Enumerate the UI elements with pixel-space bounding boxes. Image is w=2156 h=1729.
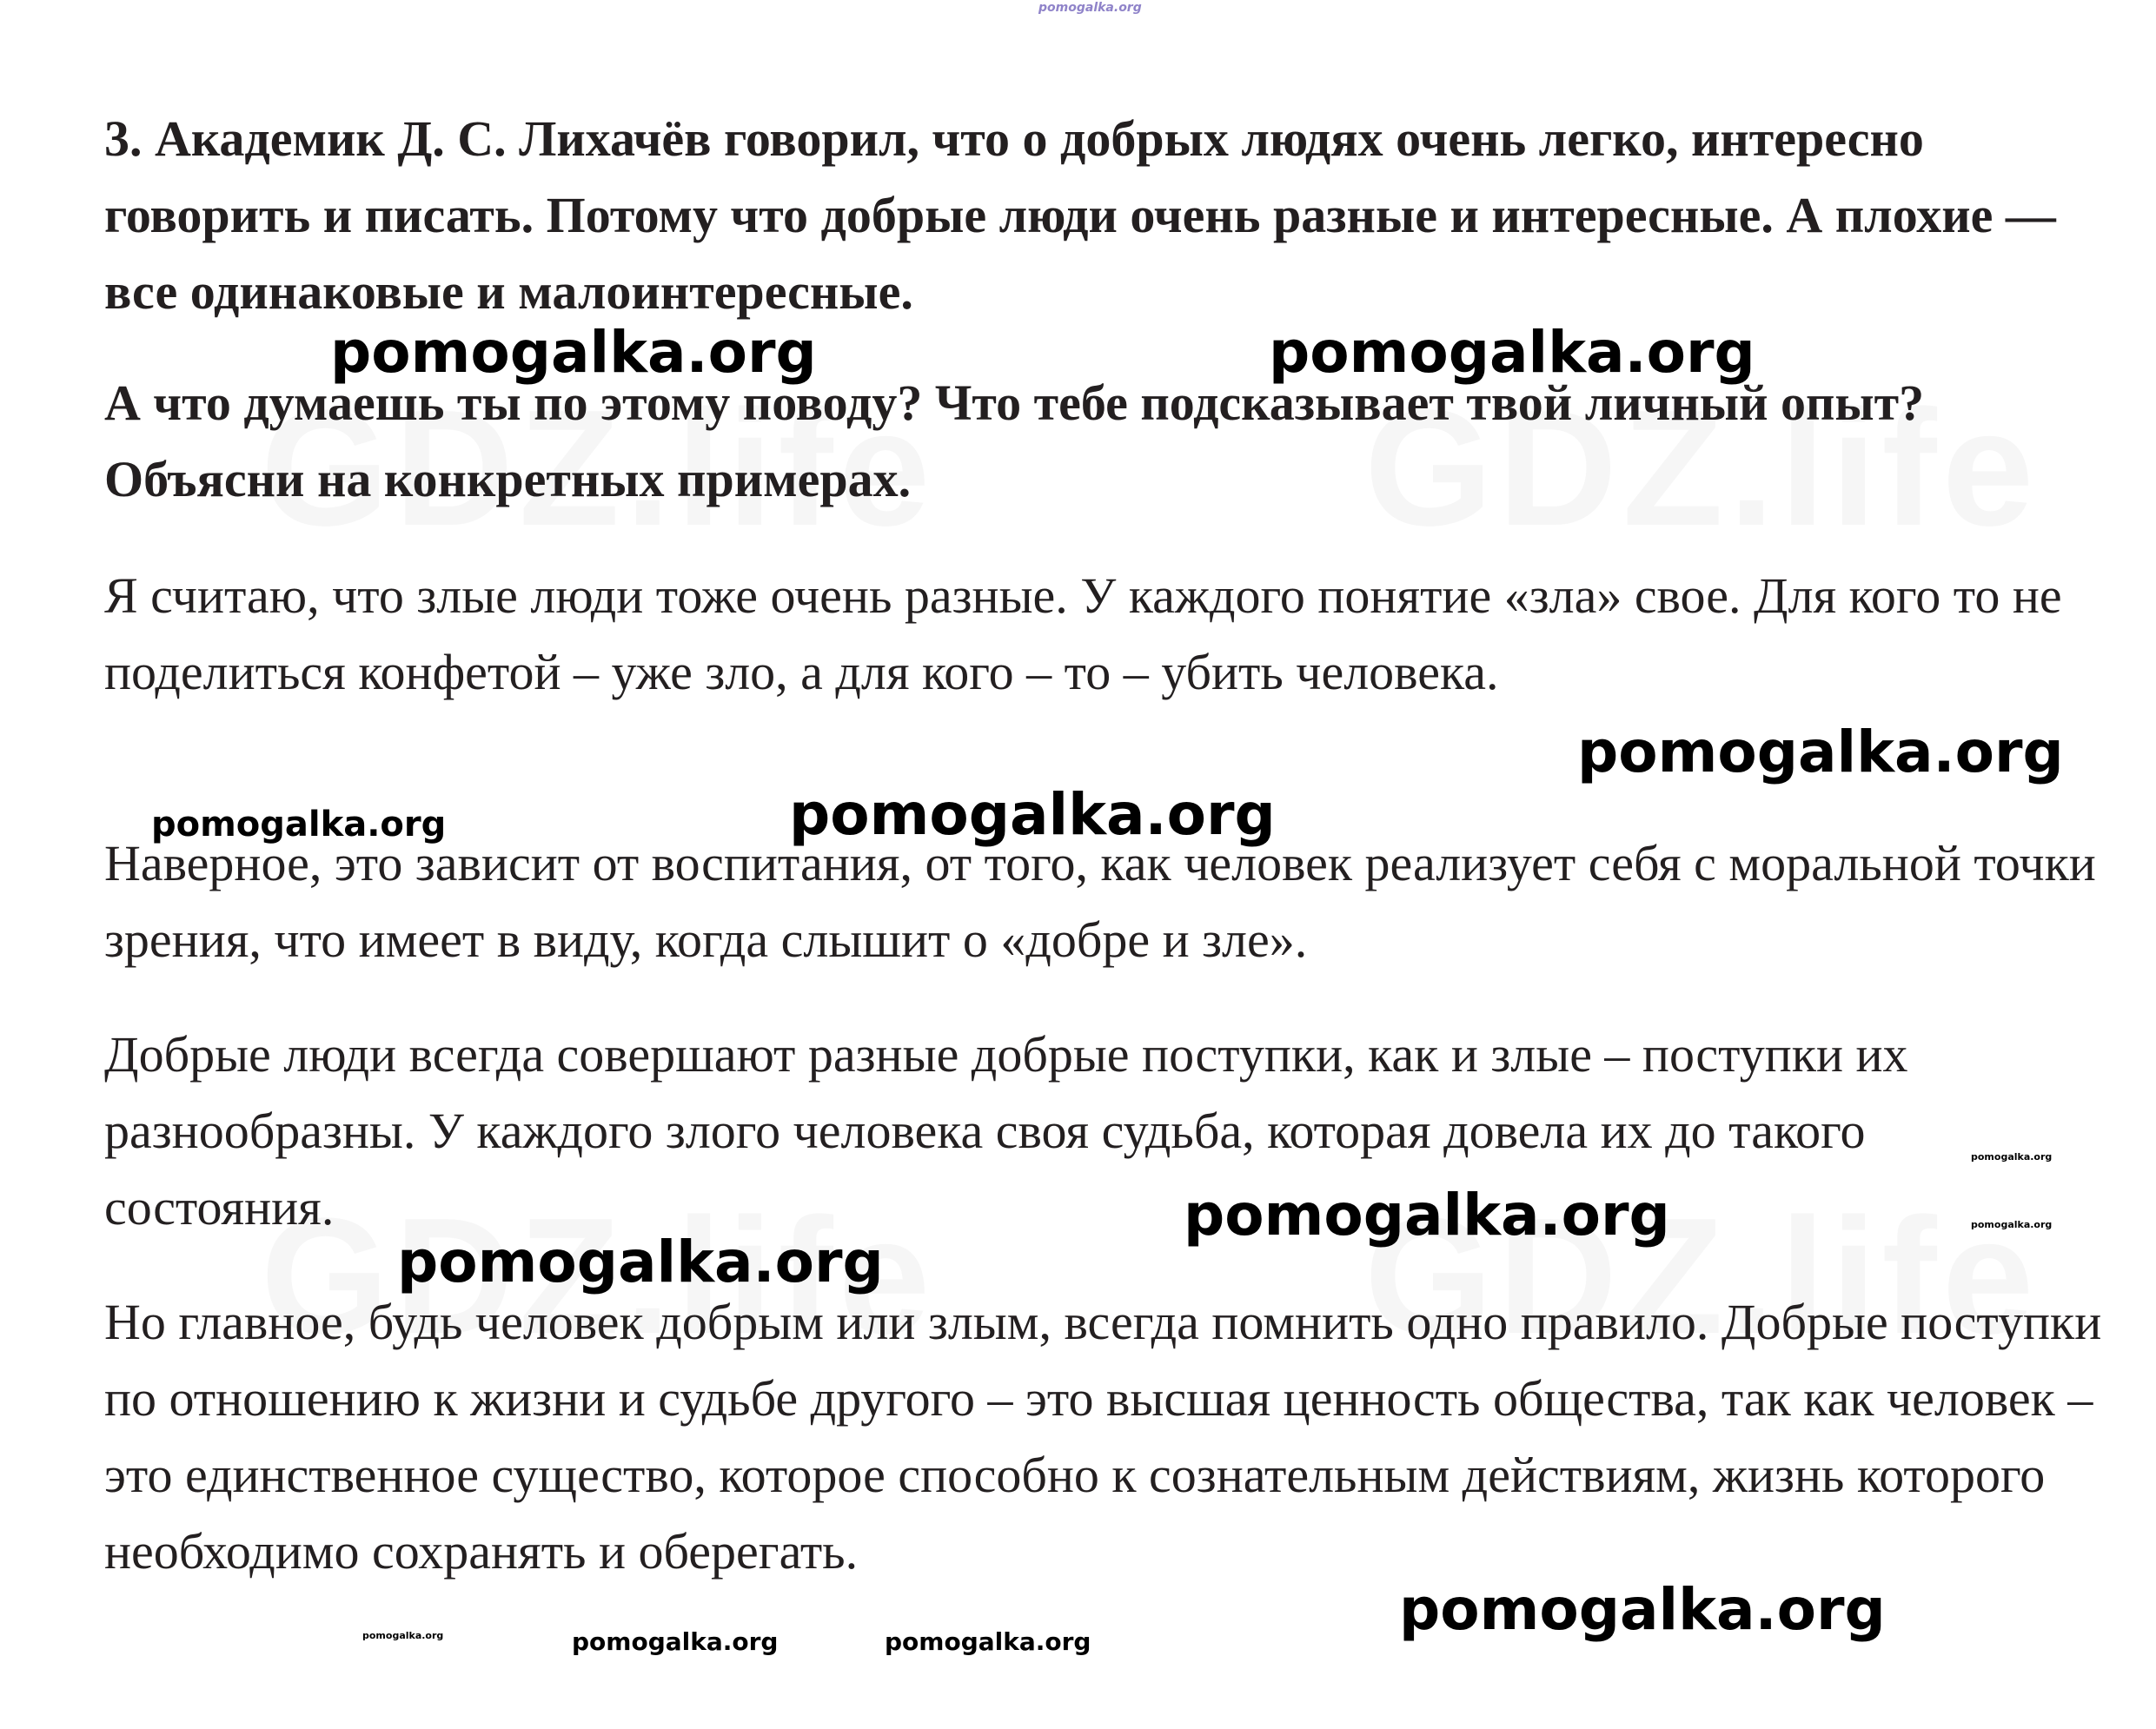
- answer-paragraph: Я считаю, что злые люди тоже очень разные. У каждого понятие «зла» свое. Для кого то не поделиться конфетой – уже зло, а для кого – то – убить человека.: [104, 567, 2062, 700]
- site-watermark: pomogalka.org: [572, 1627, 779, 1656]
- site-watermark: pomogalka.org: [789, 781, 1276, 848]
- answer-paragraph: Добрые люди всегда совершают разные добрые поступки, как и злые – поступки их разнообразны. У каждого злого человека своя судьба, которая довела их до такого состояния.: [104, 1026, 1908, 1235]
- answer-paragraph: Наверное, это зависит от воспитания, от того, как человек реализует себя с моральной точки зрения, что имеет в виду, когда слышит о «добре и зле».: [104, 835, 2096, 968]
- site-watermark: pomogalka.org: [1577, 719, 2064, 785]
- site-watermark: pomogalka.org: [1184, 1182, 1670, 1249]
- site-watermark: pomogalka.org: [330, 319, 817, 386]
- question-heading: 3. Академик Д. С. Лихачёв говорил, что о добрых людях очень легко, интересно говорить и писать. Потому что добрые люди очень разные и интересные. А плохие — все одинаковые и малоинтересные.: [104, 110, 2056, 320]
- site-watermark: pomogalka.org: [1971, 1219, 2053, 1230]
- site-watermark: pomogalka.org: [362, 1630, 444, 1641]
- site-watermark: pomogalka.org: [1399, 1576, 1886, 1643]
- site-watermark: pomogalka.org: [151, 805, 447, 845]
- site-watermark: pomogalka.org: [1038, 1, 1142, 15]
- question-prompt: А что думаешь ты по этому поводу? Что тебе подсказывает твой личный опыт? Объясни на конкретных примерах.: [104, 374, 1925, 507]
- answer-paragraph: Но главное, будь человек добрым или злым, всегда помнить одно правило. Добрые поступки по отношению к жизни и судьбе другого – это высшая ценность общества, так как человек – это единственное существо, которое способно к сознательным действиям, жизнь которого необходимо сохранять и оберегать.: [104, 1294, 2102, 1580]
- site-watermark: pomogalka.org: [885, 1627, 1091, 1656]
- site-watermark: pomogalka.org: [1269, 319, 1755, 386]
- site-watermark: pomogalka.org: [397, 1229, 884, 1295]
- site-watermark: pomogalka.org: [1971, 1151, 2053, 1163]
